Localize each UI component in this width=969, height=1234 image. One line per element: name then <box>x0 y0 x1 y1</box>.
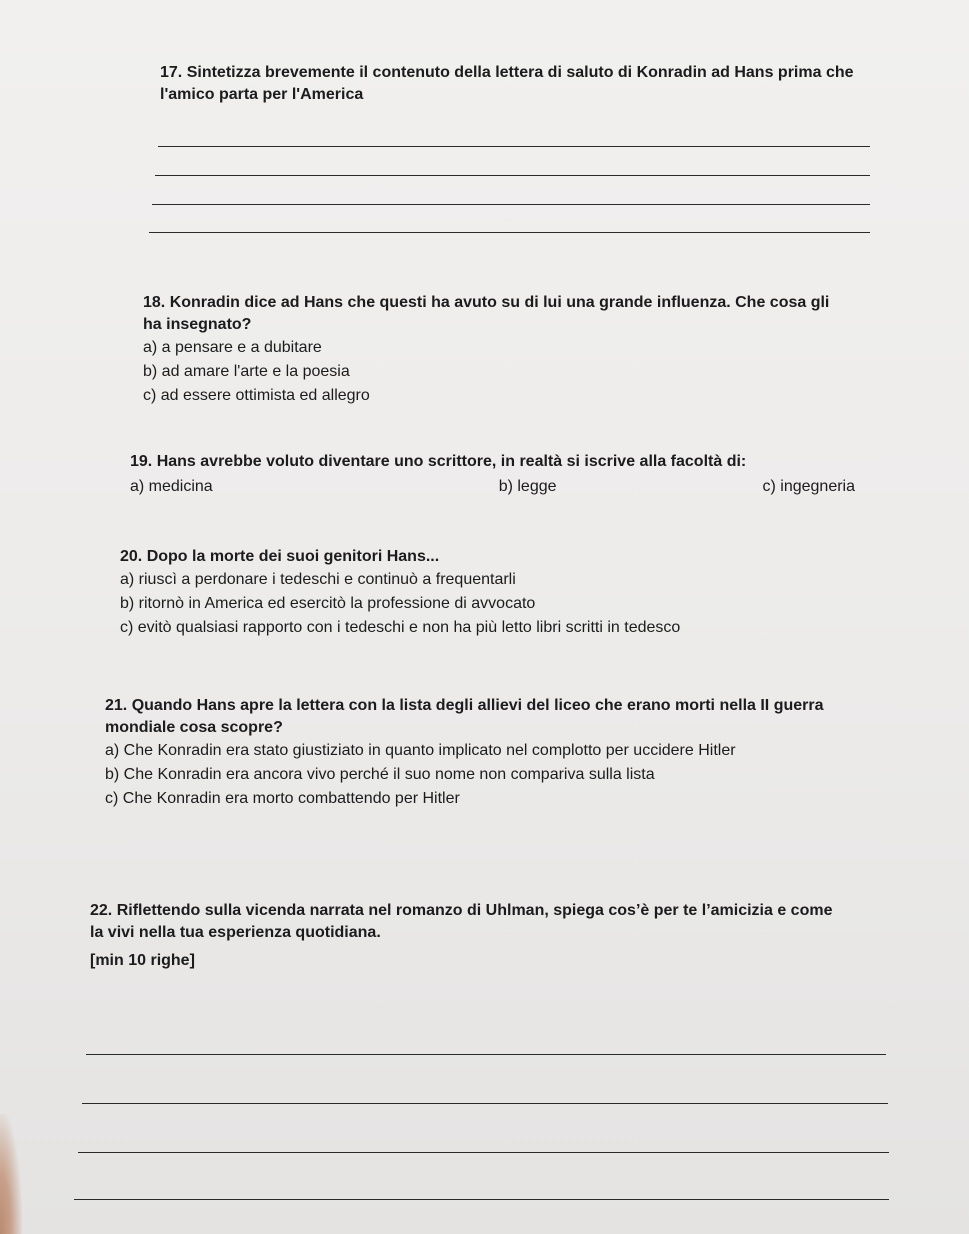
question-19-text <box>130 451 855 473</box>
question-prompt: Riflettendo sulla vicenda narrata nel romanzo di Uhlman, spiega cos’è per te l’amicizia e come la vivi nella tua esperienza quotidiana. <box>90 902 833 941</box>
question-prompt: Hans avrebbe voluto diventare uno scrittore, in realtà si iscrive alla facoltà di: <box>156 453 747 470</box>
option-c[interactable]: c) Che Konradin era morto combattendo per Hitler <box>105 790 460 807</box>
question-18-text <box>143 292 848 336</box>
option-a[interactable]: a) a pensare e a dubitare <box>143 339 322 356</box>
question-20 <box>120 546 840 640</box>
answer-line[interactable] <box>158 146 870 147</box>
question-number: 20. <box>120 548 143 565</box>
question-prompt: Sintetizza brevemente il contenuto della lettera di saluto di Konradin ad Hans prima che l'amico parta per l'America <box>160 64 854 103</box>
question-number: 18. <box>143 294 166 311</box>
answer-line[interactable] <box>86 1054 886 1055</box>
option-c[interactable]: c) ad essere ottimista ed allegro <box>143 387 370 404</box>
question-number: 22. <box>90 902 113 919</box>
answer-line[interactable] <box>155 175 870 176</box>
question-17-text <box>160 62 860 106</box>
option-a[interactable]: a) medicina <box>130 478 213 495</box>
answer-line[interactable] <box>152 204 870 205</box>
question-18 <box>143 292 848 408</box>
question-21-text <box>105 695 890 739</box>
question-prompt: Konradin dice ad Hans che questi ha avuto su di lui una grande influenza. Che cosa gli ha insegnato? <box>143 294 830 333</box>
question-20-text <box>120 546 840 568</box>
question-19 <box>130 451 855 499</box>
question-prompt: Quando Hans apre la lettera con la lista degli allievi del liceo che erano morti nella II guerra mondiale cosa scopre? <box>105 697 824 736</box>
option-a[interactable]: a) riuscì a perdonare i tedeschi e continuò a frequentarli <box>120 571 516 588</box>
question-22-text <box>90 900 850 944</box>
answer-line[interactable] <box>74 1199 889 1200</box>
answer-line[interactable] <box>82 1103 888 1104</box>
question-22 <box>90 900 850 988</box>
answer-line[interactable] <box>149 232 870 233</box>
answer-line[interactable] <box>78 1152 889 1153</box>
option-c[interactable]: c) ingegneria <box>762 478 855 495</box>
question-17 <box>160 62 860 106</box>
min-lines-note: [min 10 righe] <box>90 952 195 969</box>
option-c[interactable]: c) evitò qualsiasi rapporto con i tedeschi e non ha più letto libri scritti in tedesco <box>120 619 681 636</box>
question-number: 19. <box>130 453 153 470</box>
question-21 <box>105 695 890 811</box>
question-prompt: Dopo la morte dei suoi genitori Hans... <box>146 548 440 565</box>
option-b[interactable]: b) Che Konradin era ancora vivo perché il suo nome non compariva sulla lista <box>105 766 655 783</box>
option-b[interactable]: b) ritornò in America ed esercitò la professione di avvocato <box>120 595 536 612</box>
question-number: 17. <box>160 64 183 81</box>
option-a[interactable]: a) Che Konradin era stato giustiziato in quanto implicato nel complotto per uccidere Hitler <box>105 742 736 759</box>
finger-shadow <box>0 1114 22 1234</box>
options-row <box>130 475 855 499</box>
option-b[interactable]: b) legge <box>498 478 557 495</box>
option-b[interactable]: b) ad amare l'arte e la poesia <box>143 363 350 380</box>
question-number: 21. <box>105 697 128 714</box>
